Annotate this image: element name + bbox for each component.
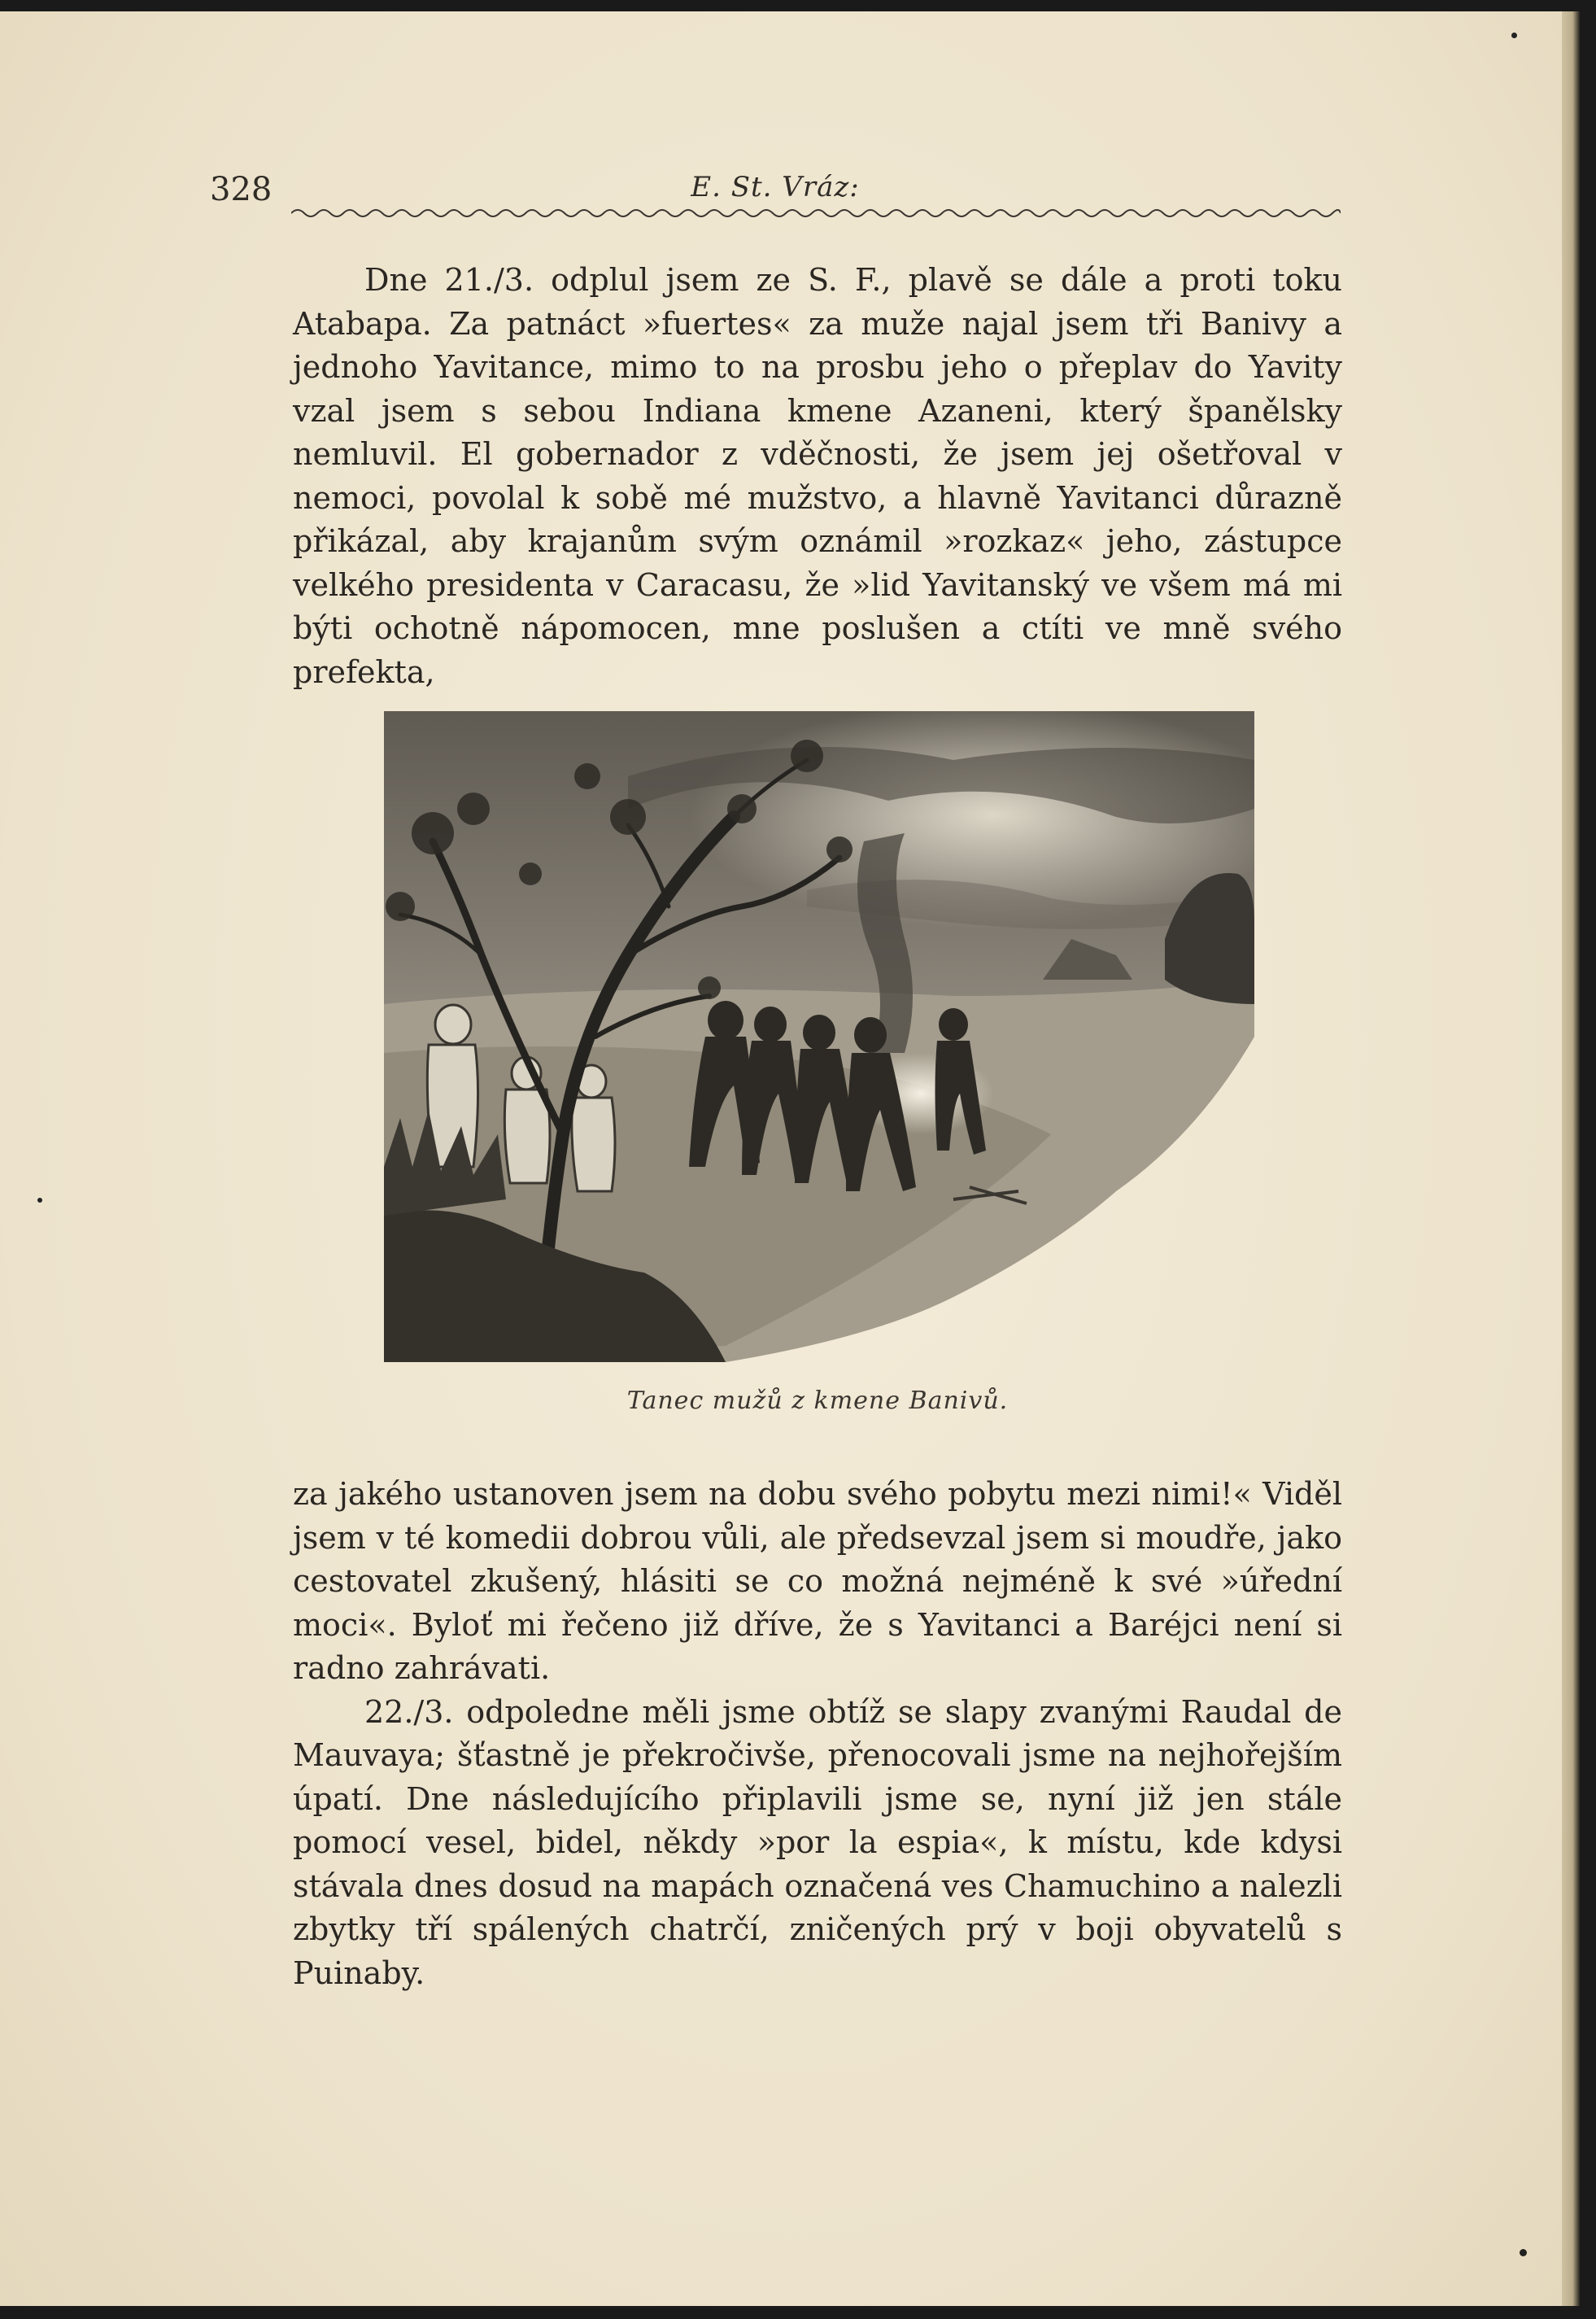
- illustration-caption: Tanec mužů z kmene Banivů.: [626, 1387, 1009, 1415]
- wavy-header-rule: [291, 205, 1341, 220]
- body-text-top: [293, 259, 1342, 694]
- running-head: E. St. Vráz:: [691, 171, 860, 203]
- page-header: [210, 171, 1341, 220]
- paragraph: Dne 21./3. odplul jsem ze S. F., plavě se dále a proti toku Atabapa. Za patnáct »fuertes« za muže najal jsem tři Banivy a jednoho Yavitance, mimo to na prosbu jeho o přeplav do Yavity vzal jsem s sebou Indiana kmene Azaneni, který španělsky nemluvil. El gobernador z vděčnosti, že jsem jej ošetřoval v nemoci, povolal k sobě mé mužstvo, a hlavně Yavitanci důrazně přikázal, aby krajanům svým oznámil »rozkaz« jeho, zástupce velkého presidenta v Caracasu, že »lid Yavitanský ve všem má mi býti ochotně nápomocen, mne poslušen a ctíti ve mně svého prefekta,: [293, 262, 1342, 690]
- paper-speck: [1511, 33, 1517, 38]
- paragraph: 22./3. odpoledne měli jsme obtíž se slapy zvanými Raudal de Mauvaya; šťastně je překročivše, přenocovali jsme na nejhořejším úpatí. Dne následujícího připlavili jsme se, nyní již jen stále pomocí vesel, bidel, někdy »por la espia«, k místu, kde kdysi stávala dnes dosud na mapách označená ves Chamuchino a nalezli zbytky tří spálených chatrčí, zničených prý v boji obyvatelů s Puinaby.: [293, 1693, 1342, 1991]
- illustration-dance: [384, 711, 1254, 1362]
- page-number: 328: [210, 171, 273, 208]
- body-text-bottom: [293, 1473, 1342, 1995]
- paper-speck: [37, 1198, 42, 1203]
- book-page: [0, 11, 1580, 2306]
- paragraph: za jakého ustanoven jsem na dobu svého pobytu mezi nimi!« Viděl jsem v té komedii dobrou vůli, ale předsevzal jsem si moudře, jako cestovatel zkušený, hlásiti se co možná nejméně k své »úřední moci«. Byloť mi řečeno již dříve, že s Yavitanci a Baréjci není si radno zahrávati.: [293, 1476, 1342, 1686]
- page-binding-edge: [1562, 11, 1580, 2306]
- paper-speck: [1520, 2249, 1527, 2256]
